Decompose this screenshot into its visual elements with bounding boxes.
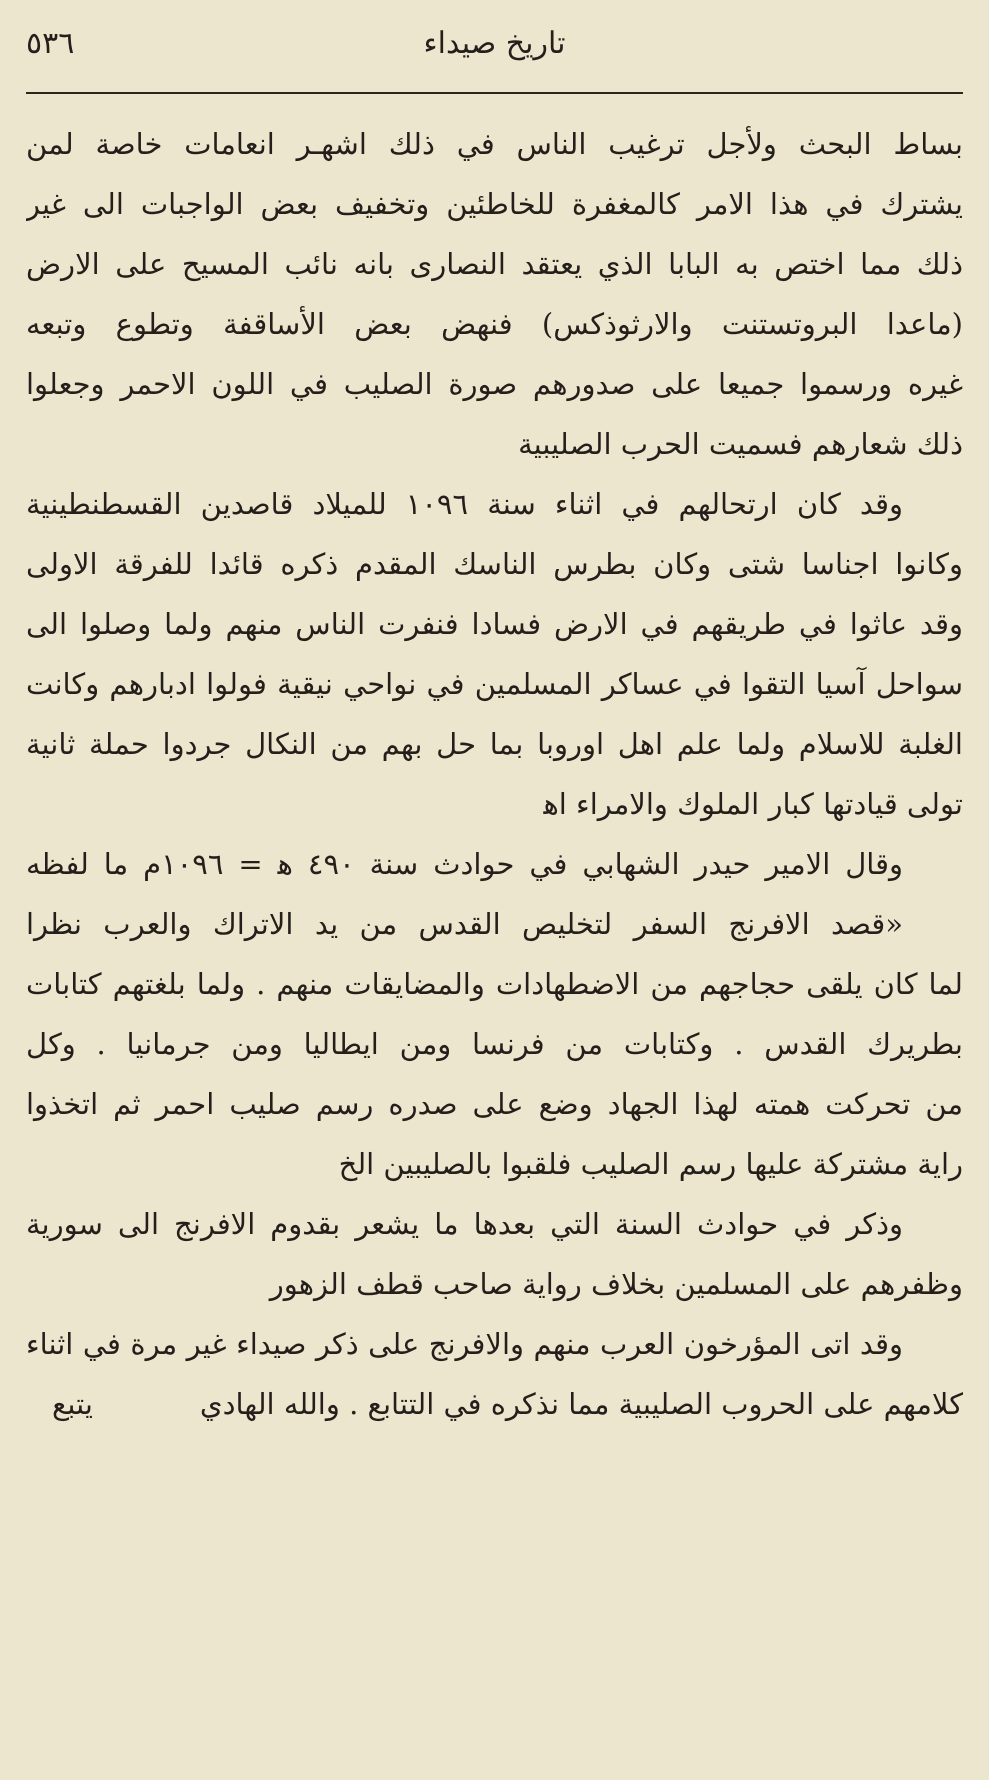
body-text [26,114,963,1434]
paragraph-start-line: وذكر في حوادث السنة التي بعدها ما يشعر بقدوم الافرنج الى سورية [26,1207,903,1241]
continuation-note: يتبع [52,1387,94,1421]
text-line: غيره ورسموا جميعا على صدورهم صورة الصليب في اللون الاحمر وجعلوا [26,367,963,401]
text-line: من تحركت همته لهذا الجهاد وضع على صدره رسم صليب احمر ثم اتخذوا [26,1087,963,1121]
text-line: وقد عاثوا في طريقهم في الارض فسادا فنفرت الناس منهم ولما وصلوا الى [26,607,963,641]
text-line: وظفرهم على المسلمين بخلاف رواية صاحب قطف الزهور [269,1267,963,1301]
running-title: تاريخ صيداء [423,26,566,61]
text-line: ذلك شعارهم فسميت الحرب الصليبية [518,427,963,461]
text-line: بطريرك القدس . وكتابات من فرنسا ومن ايطاليا ومن جرمانيا . وكل [26,1027,963,1061]
text-line: وكانوا اجناسا شتى وكان بطرس الناسك المقدم ذكره قائدا للفرقة الاولى [26,547,963,581]
text-line: ذلك مما اختص به البابا الذي يعتقد النصارى بانه نائب المسيح على الارض [26,247,963,281]
text-line: لما كان يلقى حجاجهم من الاضطهادات والمضايقات منهم . ولما بلغتهم كتابات [26,967,963,1001]
text-line: (ماعدا البروتستنت والارثوذكس) فنهض بعض الأساقفة وتطوع وتبعه [26,307,963,341]
page-number: ٥٣٦ [26,26,75,61]
text-line: يشترك في هذا الامر كالمغفرة للخاطئين وتخفيف بعض الواجبات الى غير [26,187,963,221]
text-line: سواحل آسيا التقوا في عساكر المسلمين في نواحي نيقية فولوا ادبارهم وكانت [26,667,963,701]
text-line: بساط البحث ولأجل ترغيب الناس في ذلك اشهـر انعامات خاصة لمن [26,127,963,161]
last-line-wrap [26,1374,963,1434]
paragraph-start-line: وقد كان ارتحالهم في اثناء سنة ١٠٩٦ للميلاد قاصدين القسطنطينية [26,487,903,521]
text-line: الغلبة للاسلام ولما علم اهل اوروبا بما حل بهم من النكال جردوا حملة ثانية [26,727,963,761]
page-header [26,22,963,72]
text-line: كلامهم على الحروب الصليبية مما نذكره في التتابع . والله الهادي [199,1387,963,1421]
text-line: راية مشتركة عليها رسم الصليب فلقبوا بالصليبين الخ [338,1147,963,1181]
text-line: تولى قيادتها كبار الملوك والامراء اﻫ [543,787,963,821]
paragraph-start-line: وقال الامير حيدر الشهابي في حوادث سنة ٤٩٠ ﻫ = ١٠٩٦م ما لفظه [26,847,904,881]
header-rule [26,92,963,94]
paragraph-start-line: وقد اتى المؤرخون العرب منهم والافرنج على ذكر صيداء غير مرة في اثناء [26,1327,903,1361]
quote-start-line: «قصد الافرنج السفر لتخليص القدس من يد الاتراك والعرب نظرا [26,907,903,941]
